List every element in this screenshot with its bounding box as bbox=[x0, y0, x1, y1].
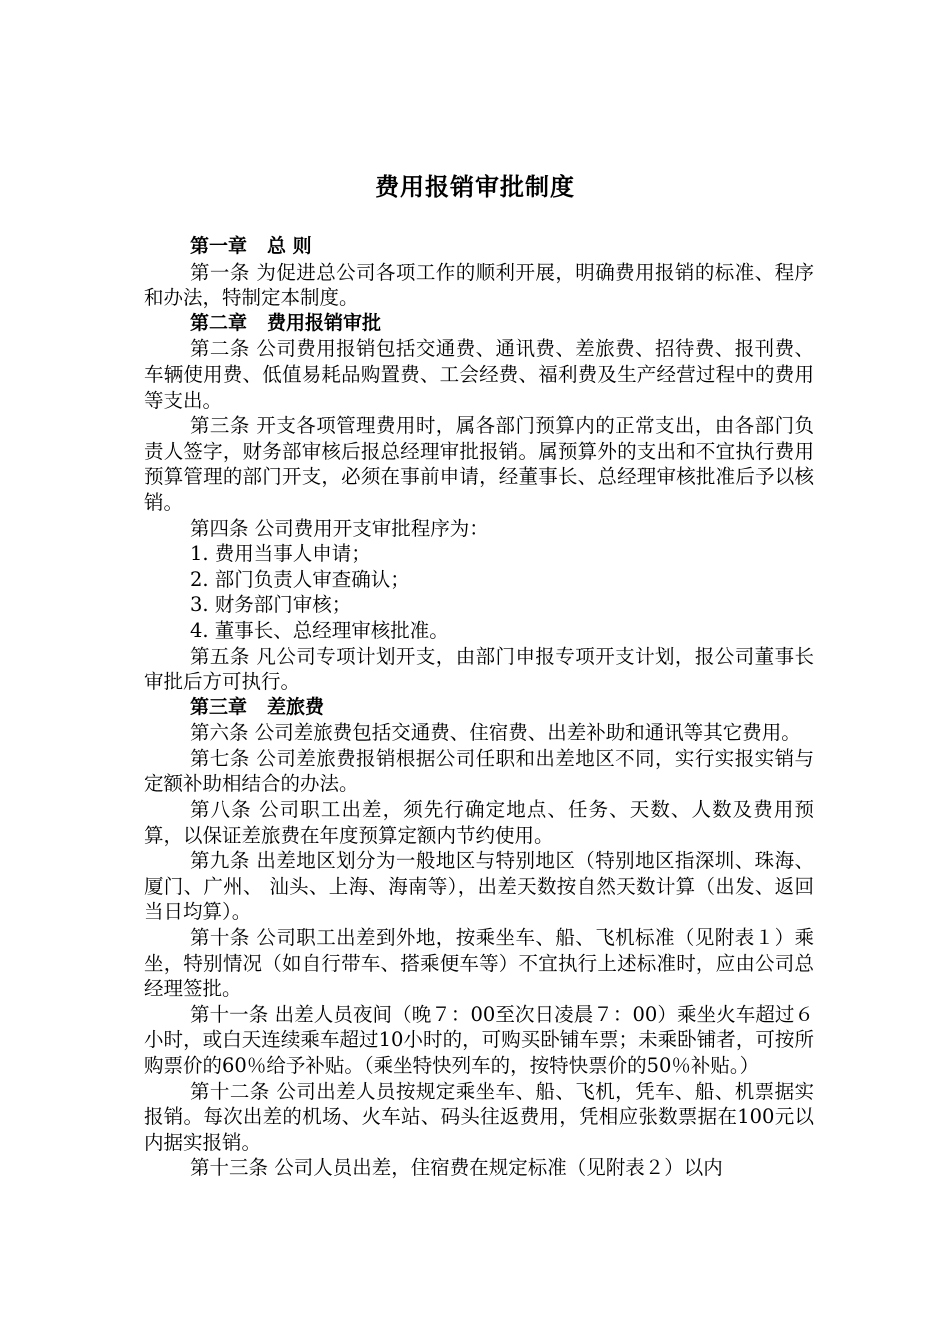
chapter-heading-1 bbox=[144, 234, 814, 260]
document-body bbox=[144, 234, 814, 1181]
procedure-step-3: 3. 财务部门审核； bbox=[190, 593, 352, 617]
article-7: 第七条 公司差旅费报销根据公司任职和出差地区不同，实行实报实销与定额补助相结合的办法。 bbox=[144, 746, 814, 796]
chapter-number: 第一章 bbox=[190, 235, 248, 257]
procedure-step-4: 4. 董事长、总经理审核批准。 bbox=[190, 618, 449, 642]
chapter-number: 第三章 bbox=[190, 695, 248, 718]
article-12: 第十二条 公司出差人员按规定乘坐车、船、飞机，凭车、船、机票据实报销。每次出差的机场、火车站、码头往返费用，凭相应张数票据在100元以内据实报销。 bbox=[144, 1079, 814, 1154]
article-10: 第十条 公司职工出差到外地，按乘坐车、船、飞机标准（见附表１）乘坐，特别情况（如自行带车、搭乘便车等）不宜执行上述标准时，应由公司总经理签批。 bbox=[144, 926, 814, 1001]
article-1: 第一条 为促进总公司各项工作的顺利开展，明确费用报销的标准、程序和办法，特制定本制度。 bbox=[144, 260, 814, 310]
chapter-name: 差旅费 bbox=[267, 695, 325, 718]
article-4: 第四条 公司费用开支审批程序为： bbox=[190, 516, 489, 540]
article-2: 第二条 公司费用报销包括交通费、通讯费、差旅费、招待费、报刊费、车辆使用费、低值易耗品购置费、工会经费、福利费及生产经营过程中的费用等支出。 bbox=[144, 337, 814, 412]
article-11: 第十一条 出差人员夜间（晚７：00至次日凌晨７：00）乘坐火车超过６小时，或白天连续乘车超过10小时的，可购买卧铺车票；未乘卧铺者，可按所购票价的60％给予补贴。（乘坐特快列车的，按特快票价的50％补贴。） bbox=[144, 1002, 814, 1077]
chapter-name: 总 则 bbox=[267, 235, 312, 257]
chapter-number: 第二章 bbox=[190, 311, 248, 334]
article-9: 第九条 出差地区划分为一般地区与特别地区（特别地区指深圳、珠海、厦门、广州、 汕头、上海、海南等），出差天数按自然天数计算（出发、返回当日均算）。 bbox=[144, 849, 814, 924]
chapter-name: 费用报销审批 bbox=[267, 311, 382, 334]
article-5: 第五条 凡公司专项计划开支，由部门申报专项开支计划，报公司董事长审批后方可执行。 bbox=[144, 644, 814, 694]
article-8: 第八条 公司职工出差，须先行确定地点、任务、天数、人数及费用预算，以保证差旅费在年度预算定额内节约使用。 bbox=[144, 798, 814, 847]
procedure-step-1: 1. 费用当事人申请； bbox=[190, 542, 371, 566]
chapter-heading-3 bbox=[144, 695, 814, 721]
document-title: 费用报销审批制度 bbox=[375, 173, 575, 201]
article-6: 第六条 公司差旅费包括交通费、住宿费、出差补助和通讯等其它费用。 bbox=[190, 721, 801, 745]
procedure-step-2: 2. 部门负责人审查确认； bbox=[190, 567, 410, 591]
article-13: 第十三条 公司人员出差，住宿费在规定标准（见附表２）以内 bbox=[190, 1156, 723, 1180]
chapter-heading-2 bbox=[144, 311, 814, 337]
article-3: 第三条 开支各项管理费用时，属各部门预算内的正常支出，由各部门负责人签字，财务部审核后报总经理审批报销。属预算外的支出和不宜执行费用预算管理的部门开支，必须在事前申请，经董事长、总经理审核批准后予以核销。 bbox=[144, 414, 814, 514]
